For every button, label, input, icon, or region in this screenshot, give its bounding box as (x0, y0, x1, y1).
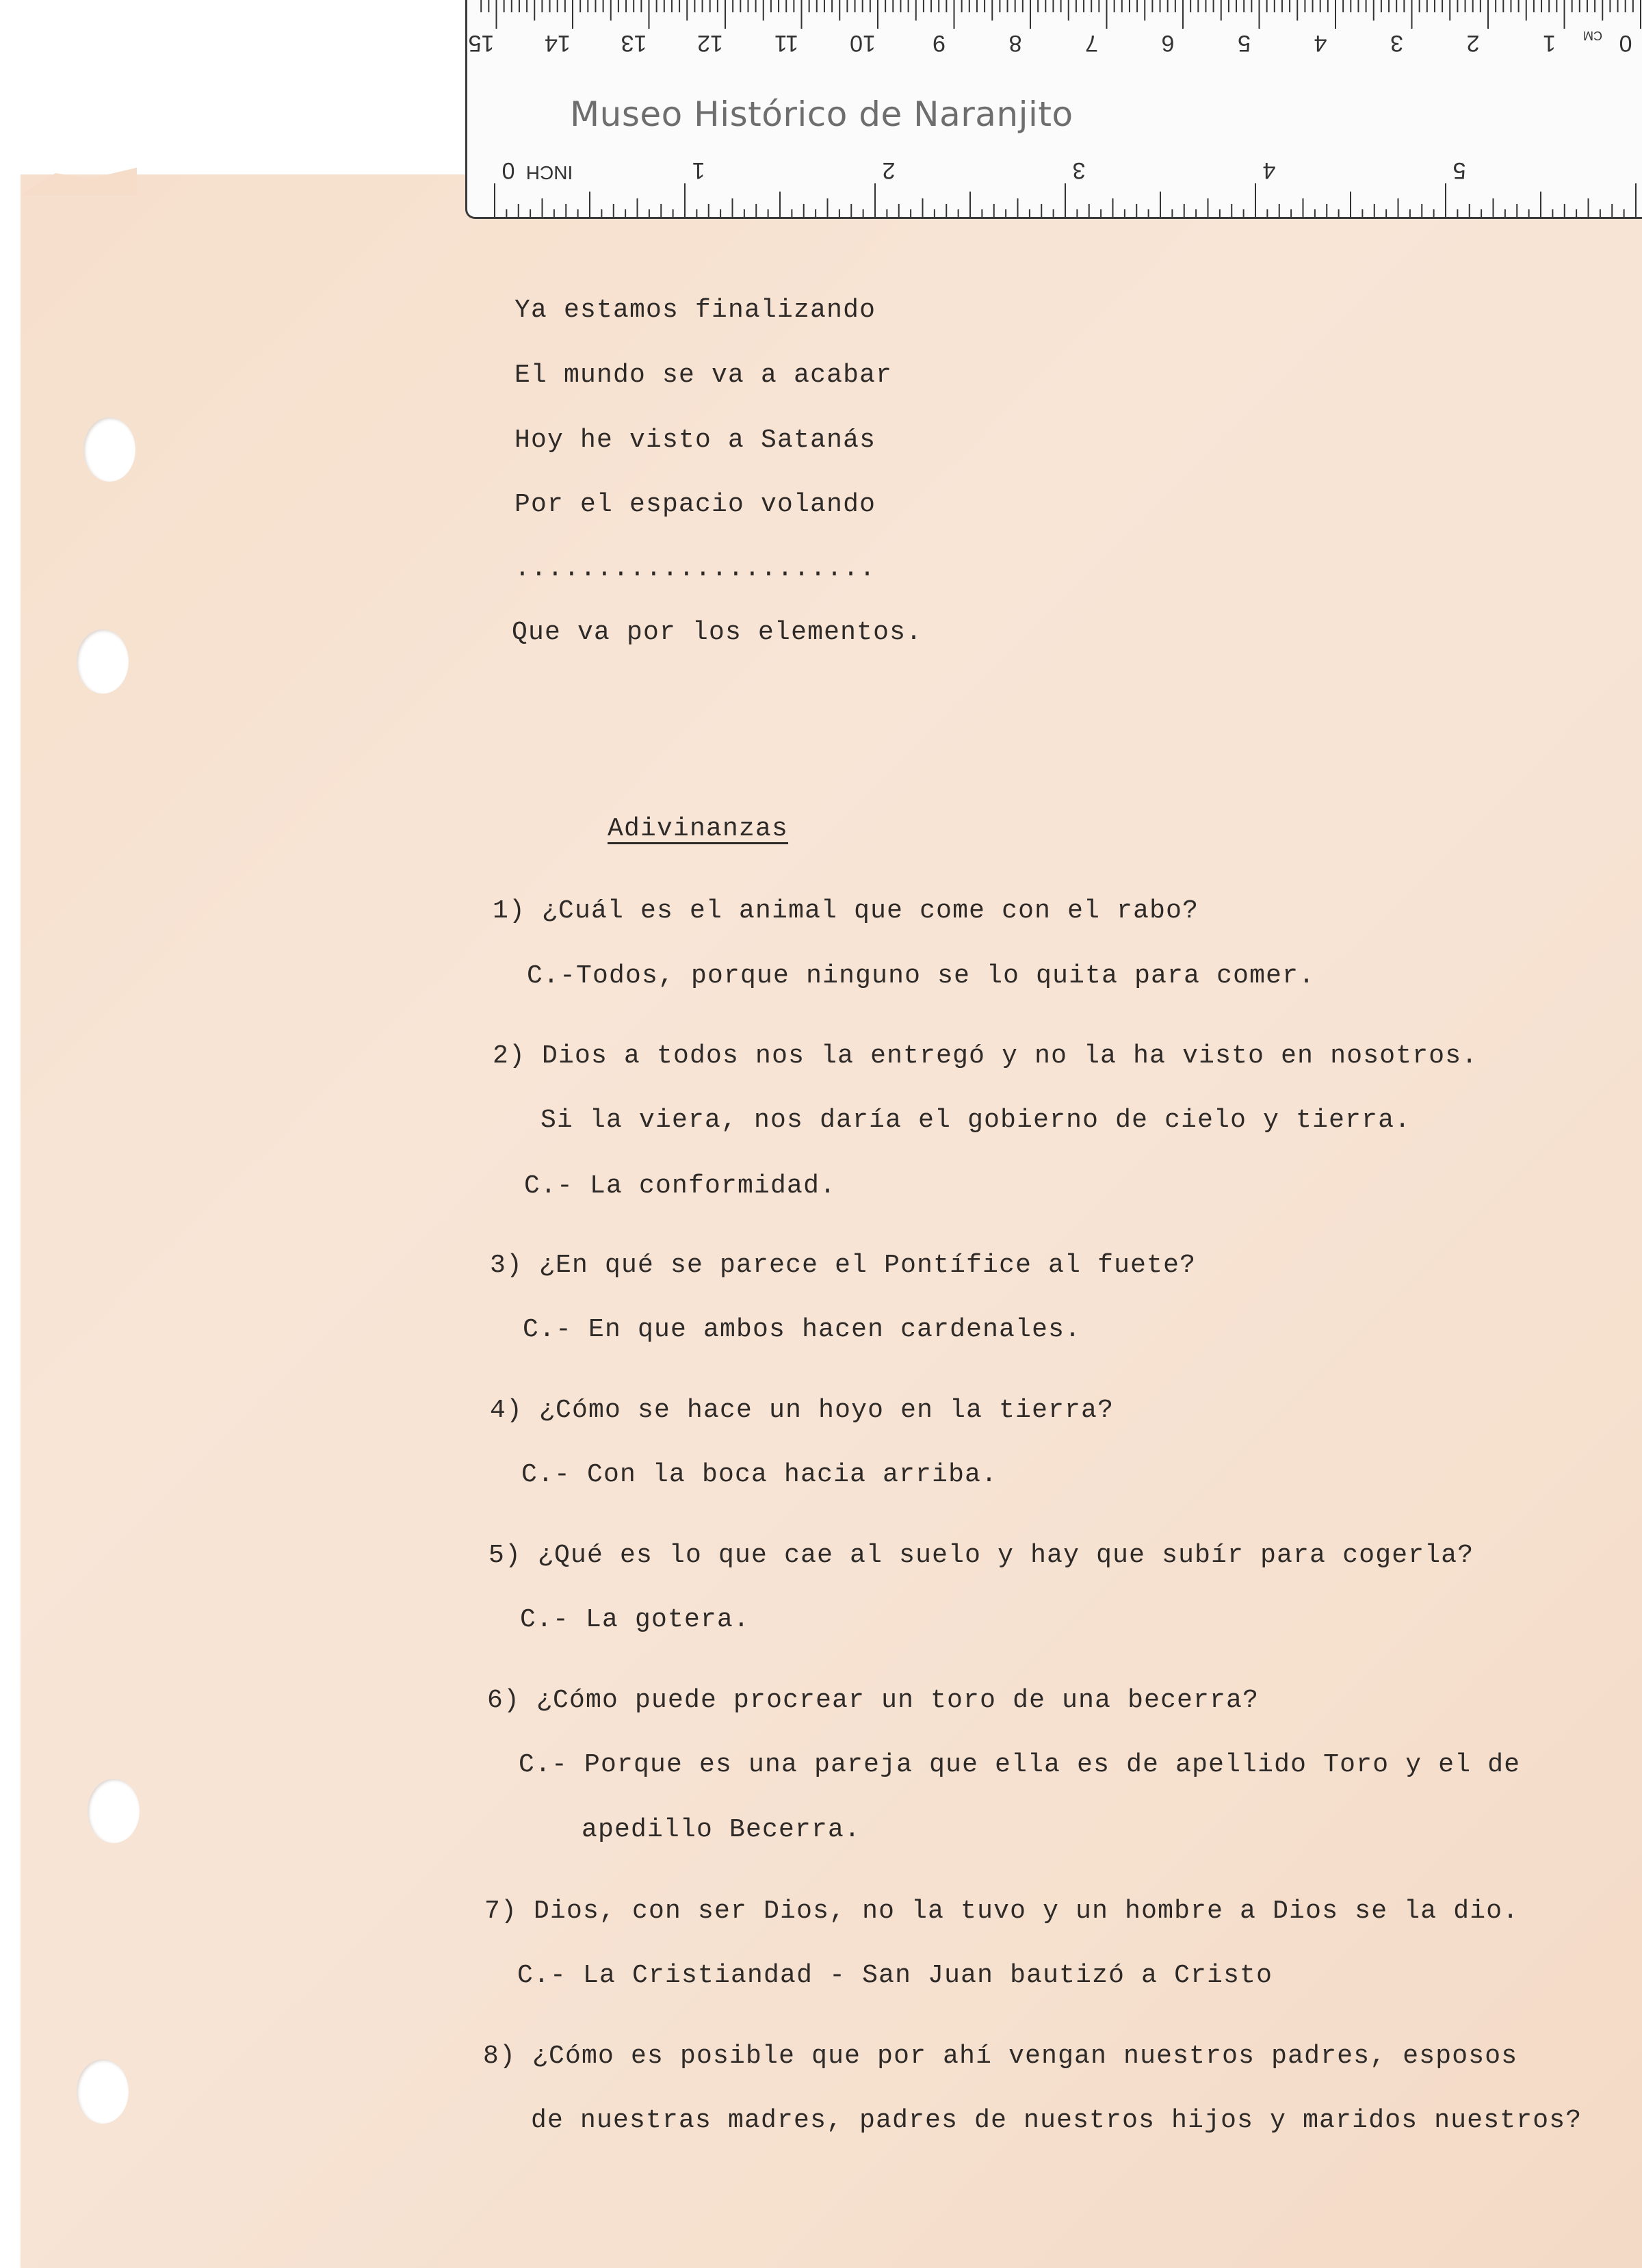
cm-number: 15 (468, 30, 495, 56)
riddle-answer: C.- En que ambos hacen cardenales. (523, 1315, 1082, 1344)
cm-number: 7 (1085, 30, 1098, 56)
inch-number: 2 (882, 157, 896, 183)
riddle-answer: C.-Todos, porque ninguno se lo quita para comer. (527, 961, 1316, 991)
section-heading: Adivinanzas (608, 814, 789, 844)
cm-number: 11 (774, 30, 799, 56)
cm-number: 10 (850, 30, 876, 56)
ruler (465, 0, 1642, 219)
inch-unit-label: INCH (525, 162, 573, 183)
cm-unit-label: CM (1583, 29, 1602, 42)
riddle-answer-cont: apedillo Becerra. (582, 1815, 861, 1845)
riddle-question: 3) ¿En qué se parece el Pontífice al fuete? (490, 1251, 1197, 1280)
riddle-answer: C.- Con la boca hacia arriba. (521, 1460, 998, 1489)
poem-ellipsis: ...................... (514, 554, 876, 584)
inch-number: 4 (1262, 157, 1276, 183)
riddle-question: 5) ¿Qué es lo que cae al suelo y hay que subír para cogerla? (488, 1541, 1474, 1570)
cm-number: 0 (1619, 30, 1632, 56)
poem-line: El mundo se va a acabar (514, 361, 893, 390)
riddle-question: 2) Dios a todos nos la entregó y no la ha visto en nosotros. (493, 1041, 1478, 1071)
paper-sheet (21, 174, 1642, 2268)
riddle-question-cont: Si la viera, nos daría el gobierno de cielo y tierra. (540, 1106, 1411, 1135)
riddle-question-cont: de nuestras madres, padres de nuestros hijos y maridos nuestros? (531, 2106, 1582, 2135)
poem-line: Que va por los elementos. (512, 618, 923, 647)
cm-number: 4 (1314, 30, 1327, 56)
punch-hole (88, 1779, 140, 1843)
riddle-question: 8) ¿Cómo es posible que por ahí vengan nuestros padres, esposos (483, 2042, 1518, 2071)
punch-hole (83, 417, 135, 482)
riddle-answer: C.- La conformidad. (524, 1171, 837, 1201)
inch-number: 5 (1452, 157, 1466, 183)
punch-hole (77, 629, 129, 694)
riddle-question: 7) Dios, con ser Dios, no la tuvo y un hombre a Dios se la dio. (484, 1896, 1520, 1926)
poem-line: Ya estamos finalizando (514, 296, 876, 325)
cm-number: 12 (697, 30, 723, 56)
riddle-answer: C.- Porque es una pareja que ella es de apellido Toro y el de (519, 1750, 1521, 1780)
cm-number: 13 (621, 30, 647, 56)
museum-watermark: Museo Histórico de Naranjito (570, 94, 1073, 134)
poem-line: Por el espacio volando (514, 490, 876, 519)
cm-number: 14 (545, 30, 571, 56)
cm-number: 8 (1008, 30, 1022, 56)
cm-number: 1 (1543, 30, 1556, 56)
inch-number: 0 (501, 157, 515, 183)
poem-line: Hoy he visto a Satanás (514, 426, 876, 455)
inch-number: 3 (1072, 157, 1086, 183)
cm-number: 3 (1390, 30, 1403, 56)
cm-number: 5 (1238, 30, 1251, 56)
riddle-question: 1) ¿Cuál es el animal que come con el rabo? (493, 896, 1199, 926)
inch-number: 1 (692, 157, 705, 183)
riddle-answer: C.- La Cristiandad - San Juan bautizó a Cristo (517, 1961, 1273, 1990)
cm-number: 9 (933, 30, 946, 56)
riddle-question: 6) ¿Cómo puede procrear un toro de una becerra? (487, 1686, 1260, 1715)
cm-number: 2 (1466, 30, 1480, 56)
riddle-answer: C.- La gotera. (520, 1605, 751, 1634)
cm-number: 6 (1161, 30, 1175, 56)
riddle-question: 4) ¿Cómo se hace un hoyo en la tierra? (490, 1396, 1115, 1425)
punch-hole (77, 2059, 129, 2124)
